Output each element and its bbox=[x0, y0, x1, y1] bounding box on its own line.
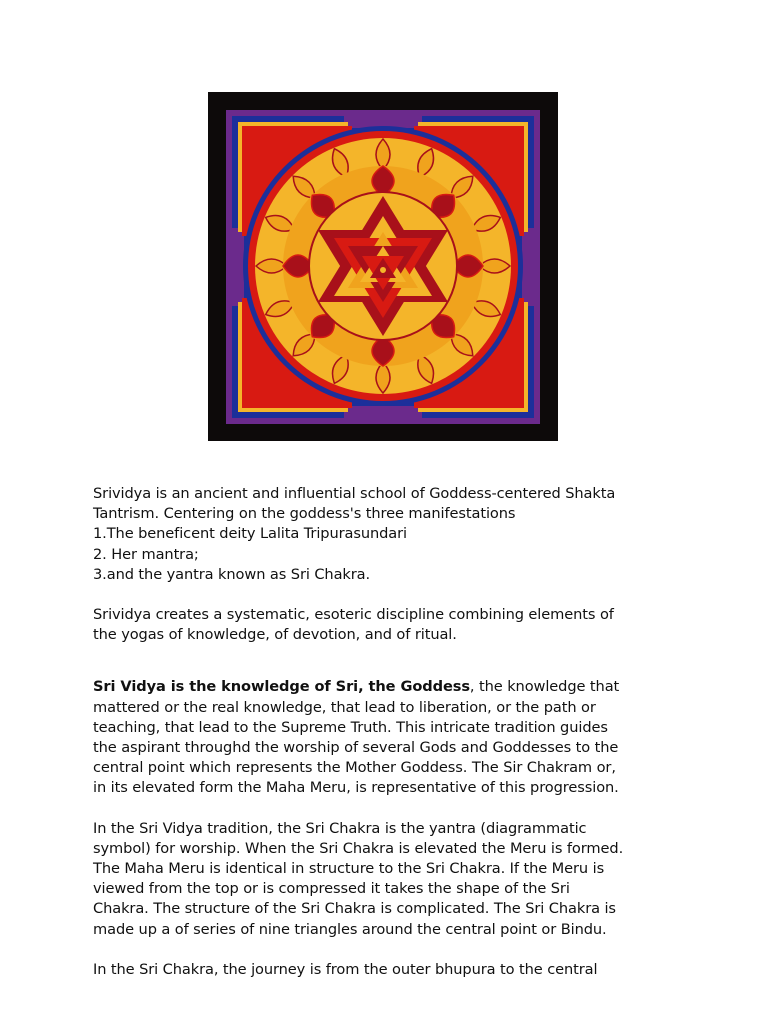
paragraph-line: mattered or the real knowledge, that lead to liberation, or the path or bbox=[93, 698, 596, 716]
paragraph-line: Srividya creates a systematic, esoteric discipline combining elements of bbox=[93, 606, 614, 624]
paragraph-line: In the Sri Chakra, the journey is from the outer bhupura to the central bbox=[93, 960, 598, 978]
paragraph-line: Srividya is an ancient and influential school of Goddess-centered Shakta bbox=[93, 485, 616, 502]
list-item: 1.The beneficent deity Lalita Tripurasundari bbox=[93, 525, 408, 543]
paragraph-line: the aspirant throughd the worship of several Gods and Goddesses to the bbox=[93, 739, 619, 757]
paragraph-line: made up a of series of nine triangles around the central point or Bindu. bbox=[93, 920, 607, 938]
list-item: 3.and the yantra known as Sri Chakra. bbox=[93, 565, 371, 583]
paragraph-line: Tantrism. Centering on the goddess's three manifestations bbox=[93, 505, 516, 523]
article-body bbox=[93, 484, 683, 980]
bold-lead: Sri Vidya is the knowledge of Sri, the Goddess bbox=[93, 678, 470, 696]
paragraph-line: teaching, that lead to the Supreme Truth. This intricate tradition guides bbox=[93, 718, 608, 736]
paragraph-line: Chakra. The structure of the Sri Chakra is complicated. The Sri Chakra is bbox=[93, 900, 616, 918]
paragraph-line bbox=[93, 677, 683, 697]
paragraph-line: in its elevated form the Maha Meru, is representative of this progression. bbox=[93, 779, 619, 797]
paragraph-line: The Maha Meru is identical in structure to the Sri Chakra. If the Meru is bbox=[93, 860, 605, 878]
paragraph-line: symbol) for worship. When the Sri Chakra is elevated the Meru is formed. bbox=[93, 839, 624, 857]
paragraph-line: viewed from the top or is compressed it takes the shape of the Sri bbox=[93, 880, 570, 898]
paragraph-line: the yogas of knowledge, of devotion, and of ritual. bbox=[93, 626, 457, 644]
lead-rest: , the knowledge that bbox=[469, 678, 620, 696]
bindu bbox=[380, 267, 386, 273]
list-item: 2. Her mantra; bbox=[93, 545, 199, 563]
paragraph-line: In the Sri Vidya tradition, the Sri Chakra is the yantra (diagrammatic bbox=[93, 819, 587, 837]
sri-yantra-image bbox=[208, 92, 558, 441]
paragraph-line: central point which represents the Mother Goddess. The Sir Chakram or, bbox=[93, 759, 616, 777]
